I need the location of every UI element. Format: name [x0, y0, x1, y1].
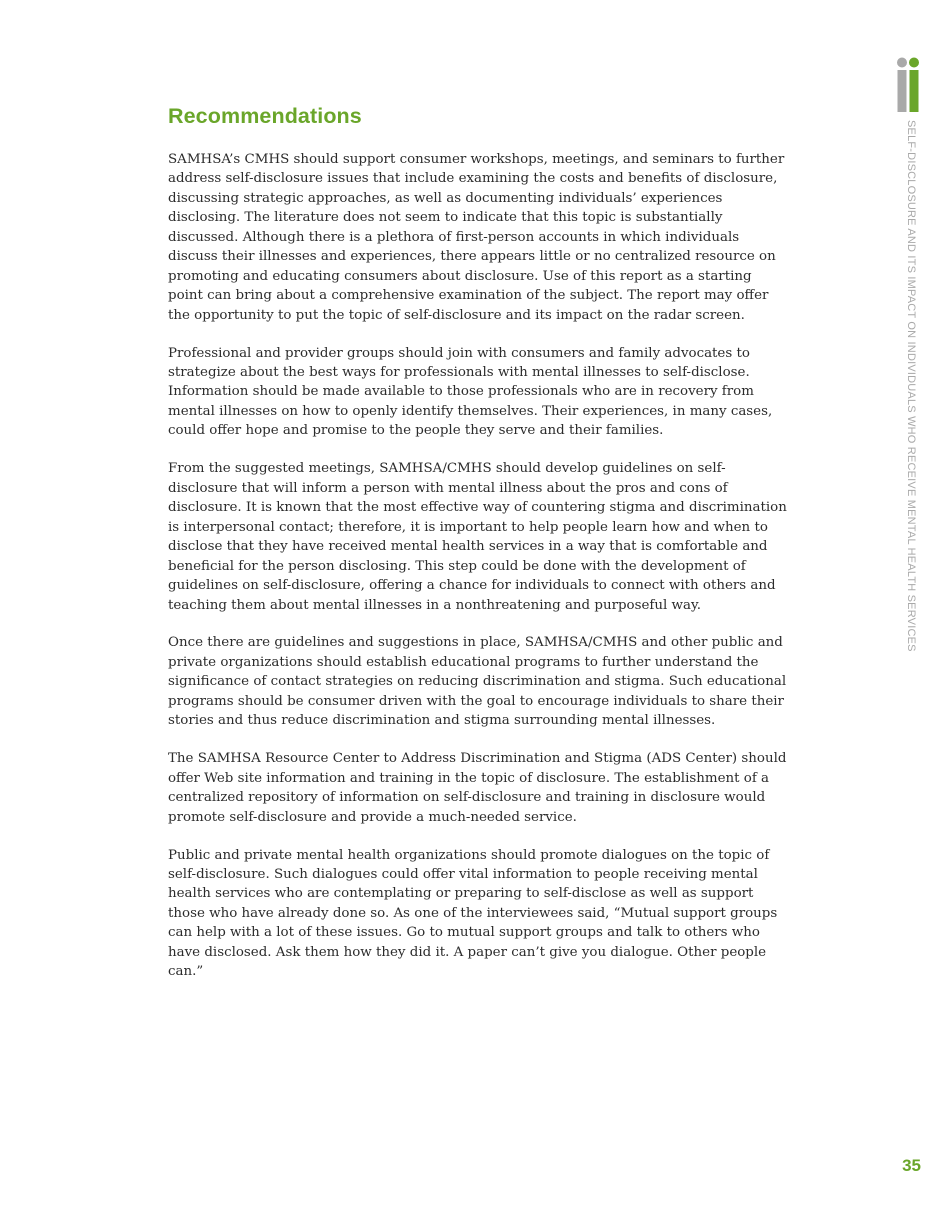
two-people-figures-icon	[893, 56, 923, 112]
paragraph: Once there are guidelines and suggestions in place, SAMHSA/CMHS and other public and private organizations should establish educational programs to further understand the significance of contact strategies on reducing discrimination and stigma. Such educational programs should be consumer driven with the goal to encourage individuals to share their stories and thus reduce discrimination and stigma surrounding mental illnesses.	[168, 635, 787, 729]
paragraph: From the suggested meetings, SAMHSA/CMHS should develop guidelines on self-disclosure that will inform a person with mental illness about the pros and cons of disclosure. It is known that the most effective way of countering stigma and discrimination is interpersonal contact; therefore, it is important to help people learn how and when to disclose that they have received mental health services in a way that is comfortable and beneficial for the person disclosing. This step could be done with the development of guidelines on self-disclosure, offering a chance for individuals to connect with others and teaching them about mental illnesses in a nonthreatening and purposeful way.	[168, 461, 787, 613]
paragraph: SAMHSA’s CMHS should support consumer workshops, meetings, and seminars to further address self-disclosure issues that include examining the costs and benefits of disclosure, discussing strategic approaches, as well as documenting individuals’ experiences disclosing. The literature does not seem to indicate that this topic is substantially discussed. Although there is a plethora of first-person accounts in which individuals discuss their illnesses and experiences, there appears little or no centralized resource on promoting and educating consumers about disclosure. Use of this report as a starting point can bring about a comprehensive examination of the subject. The report may offer the opportunity to put the topic of self-disclosure and its impact on the radar screen.	[168, 152, 785, 323]
section-heading: Recommendations	[168, 104, 362, 128]
body-text	[168, 150, 790, 1000]
paragraph: Public and private mental health organizations should promote dialogues on the topic of self-disclosure. Such dialogues could offer vital information to people receiving mental health services who are contemplating or preparing to self-disclose as well as support those who have already done so. As one of the interviewees said, “Mutual support groups can help with a lot of these issues. Go to mutual support groups and talk to others who have disclosed. Ask them how they did it. A paper can’t give you dialogue. Other people can.”	[168, 847, 778, 980]
paragraph: The SAMHSA Resource Center to Address Discrimination and Stigma (ADS Center) should offer Web site information and training in the topic of disclosure. The establishment of a centralized repository of information on self-disclosure and training in disclosure would promote self-disclosure and provide a much-needed service.	[168, 751, 787, 825]
paragraph: Professional and provider groups should join with consumers and family advocates to strategize about the best ways for professionals with mental illnesses to self-disclose. Information should be made available to those professionals who are in recovery from mental illnesses on how to openly identify themselves. Their experiences, in many cases, could offer hope and promise to the people they serve and their families.	[168, 345, 773, 439]
running-title: SELF-DISCLOSURE AND ITS IMPACT ON INDIVIDUALS WHO RECEIVE MENTAL HEALTH SERVICES	[905, 120, 917, 652]
page-number: 35	[902, 1156, 921, 1175]
